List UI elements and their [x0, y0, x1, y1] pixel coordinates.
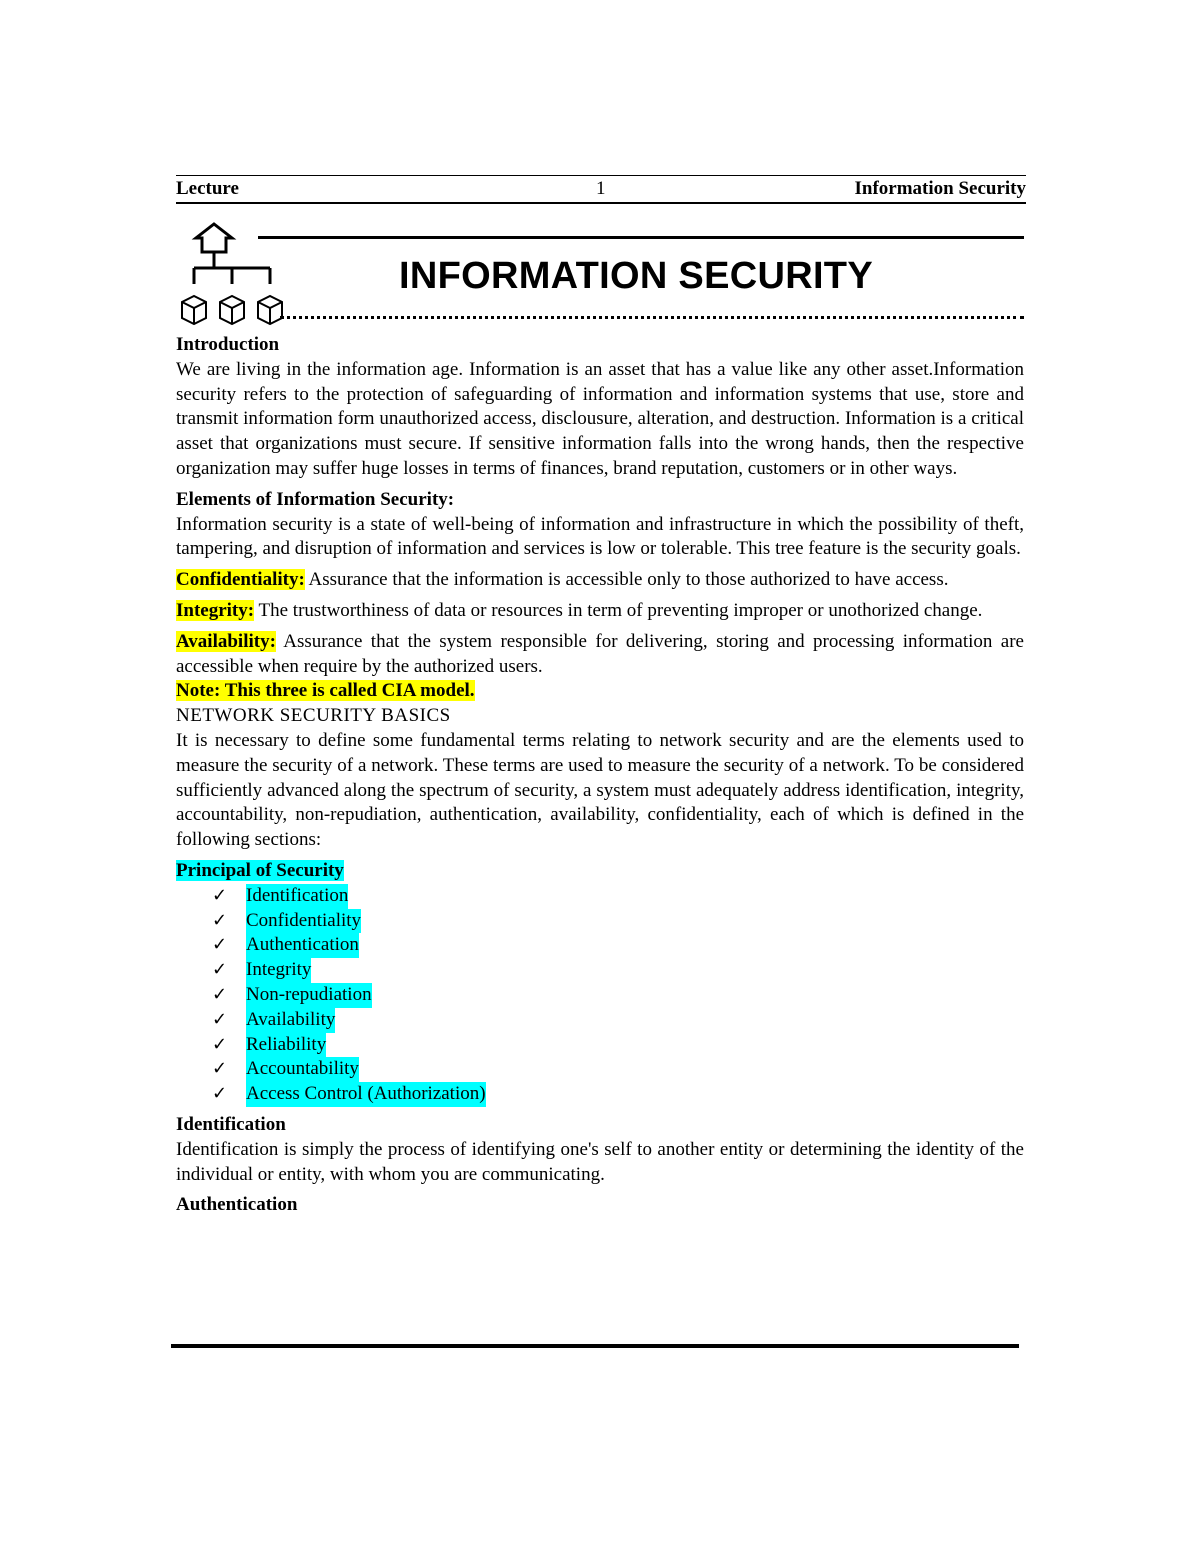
- checkmark-icon: ✓: [212, 1083, 228, 1105]
- checkmark-icon: ✓: [212, 934, 228, 956]
- header-rule-top: [176, 175, 1026, 176]
- confidentiality-text: Assurance that the information is accessible only to those authorized to have access.: [304, 569, 949, 591]
- list-item: [212, 983, 1024, 1008]
- principal-item: Accountability: [246, 1057, 359, 1082]
- checkmark-icon: ✓: [212, 1008, 228, 1030]
- availability-paragraph: [176, 630, 1024, 680]
- integrity-paragraph: [176, 599, 1024, 624]
- identification-heading: Identification: [176, 1113, 286, 1135]
- list-item: [212, 1033, 1024, 1058]
- identification-paragraph: Identification is simply the process of identifying one's self to another entity or determining the identity of the individual or entity, with whom you are communicating.: [176, 1138, 1024, 1185]
- authentication-heading: Authentication: [176, 1194, 298, 1216]
- document-title: INFORMATION SECURITY: [399, 255, 873, 297]
- list-item: [212, 884, 1024, 909]
- integrity-text: The trustworthiness of data or resources in term of preventing improper or unothorized change.: [254, 599, 983, 621]
- principal-item: Confidentiality: [246, 909, 361, 934]
- integrity-term: Integrity:: [176, 599, 255, 621]
- intro-paragraph: We are living in the information age. Information is an asset that has a value like any other asset.Information security refers to the protection of safeguarding of information and information systems that use, store and transmit information form unauthorized access, disclousure, alteration, and destruction. Information is a critical asset that organizations must secure. If sensitive information falls into the wrong hands, then the respective organization may suffer huge losses in terms of finances, brand reputation, customers or in other ways.: [176, 358, 1024, 479]
- cia-note-text: Note: This three is called CIA model.: [176, 680, 475, 702]
- title-rule-top: [258, 236, 1024, 239]
- list-item: [212, 1008, 1024, 1033]
- list-item: [212, 1082, 1024, 1107]
- principal-item: Access Control (Authorization): [246, 1082, 486, 1107]
- principal-item: Non-repudiation: [246, 983, 372, 1008]
- checkmark-icon: ✓: [212, 1033, 228, 1055]
- principal-item: Availability: [246, 1008, 335, 1033]
- checkmark-icon: ✓: [212, 983, 228, 1005]
- cia-note: [176, 679, 1024, 704]
- elements-heading: Elements of Information Security:: [176, 488, 455, 510]
- availability-text: Assurance that the system responsible for delivering, storing and processing information are accessible when require by the authorized users.: [176, 630, 1024, 677]
- list-item: [212, 909, 1024, 934]
- document-body: [176, 333, 1024, 1218]
- principal-list: [176, 884, 1024, 1107]
- principal-heading: Principal of Security: [176, 859, 344, 881]
- list-item: [212, 958, 1024, 983]
- header-rule-bottom: [176, 202, 1026, 204]
- principal-section: [176, 859, 1024, 1107]
- network-heading: NETWORK SECURITY BASICS: [176, 705, 451, 727]
- checkmark-icon: ✓: [212, 1058, 228, 1080]
- checkmark-icon: ✓: [212, 909, 228, 931]
- principal-item: Authentication: [246, 933, 359, 958]
- header-right: Information Security: [854, 178, 1026, 199]
- confidentiality-paragraph: [176, 568, 1024, 593]
- list-item: [212, 933, 1024, 958]
- checkmark-icon: ✓: [212, 959, 228, 981]
- availability-term: Availability:: [176, 630, 276, 652]
- page-header: [176, 178, 1026, 202]
- network-paragraph: It is necessary to define some fundamental terms relating to network security and are the elements used to measure the security of a network. These terms are used to measure the security of a network. To be considered sufficiently advanced along the spectrum of security, a system must adequately address identification, integrity, accountability, non-repudiation, authentication, availability, confidentiality, each of which is defined in the following sections:: [176, 729, 1024, 851]
- header-left: Lecture: [176, 178, 239, 199]
- title-rule-bottom: [280, 316, 1024, 319]
- footer-rule: [171, 1344, 1019, 1348]
- page-number: 1: [596, 178, 606, 199]
- list-item: [212, 1057, 1024, 1082]
- principal-item: Integrity: [246, 958, 311, 983]
- elements-paragraph: Information security is a state of well-being of information and infrastructure in which the possibility of theft, tampering, and disruption of information and services is low or tolerable. This tree feature is the security goals.: [176, 513, 1024, 560]
- principal-item: Reliability: [246, 1033, 326, 1058]
- principal-item: Identification: [246, 884, 348, 909]
- checkmark-icon: ✓: [212, 884, 228, 906]
- confidentiality-term: Confidentiality:: [176, 569, 305, 591]
- intro-heading: Introduction: [176, 334, 280, 355]
